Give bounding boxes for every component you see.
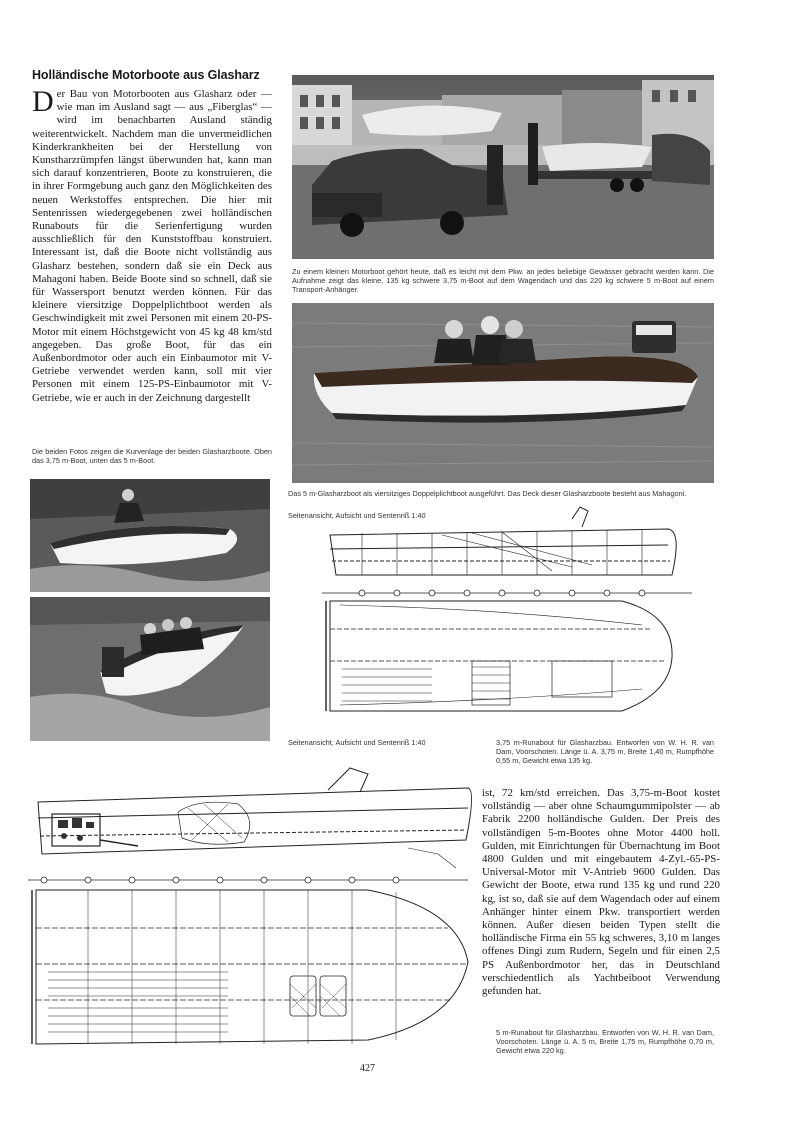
drawing-label-small: Seitenansicht, Aufsicht und Sentenriß 1:40	[288, 511, 426, 520]
caption-left-photos: Die beiden Fotos zeigen die Kurvenlage der beiden Glasharzboote. Oben das 3,75 m-Boot, unten das 5 m-Boot.	[32, 447, 272, 466]
article-body	[32, 88, 272, 438]
caption-car-photo: Zu einem kleinen Motorboot gehört heute, daß es leicht mit dem Pkw. an jedes beliebige Gewässer gebracht werden kann. Die Aufnahme zeigt das kleine, 135 kg schwere 3,75 m-Boot auf dem Wagendach und das 220 kg schwere 5 m-Boot auf einem Transport-Anhänger.	[292, 267, 714, 295]
page-number: 427	[360, 1063, 375, 1074]
caption-big-boat-photo: Das 5 m-Glasharzboot als viersitziges Doppelplichtboot ausgeführt. Das Deck dieser Glasharzboote besteht aus Mahagoni.	[288, 489, 687, 498]
caption-large-runabout: 5 m-Runabout für Glasharzbau. Entworfen von W. H. R. van Dam, Voorschoten. Länge ü. A. 5 m, Breite 1,75 m, Rumpfhöhe 0,70 m, Gewicht etwa 220 kg.	[496, 1028, 714, 1056]
article-body-text: er Bau von Motorbooten aus Glasharz oder — wie man im Ausland sagt — aus „Fiberglas“ — wird im benachbarten Ausland ständig weiterentwickelt. Nachdem man die unvermeidlichen Kinderkrankheiten bei der Herstellung von Kunstharzrümpfen längst überwunden hat, kann man sich darauf konzentrieren, Boote zu konstruieren, die in ihrer Formgebung auch ganz den Möglichkeiten des neuen Werkstoffes entsprechen. Die hier mit Sentenrissen wiedergegebenen zwei holländischen Runabouts für die Serienfertigung wurden ausschließlich für den Kunststoffbau konstruiert. Interessant ist, daß die Boote nicht vollständig aus Glasharz bestehen, sondern daß sie ein Deck aus Mahagoni haben. Beide Boote sind so schnell, daß sie für Wassersport benutzt werden können. Für das kleinere viersitzige Doppelplichtboot werden als Geschwindigkeit mit zwei Personen mit einem 20-PS-Motor mit einem Höchstgewicht von 45 kg 48 km/std angegeben. Das große Boot, für das ein Außenbordmotor oder auch ein Einbaumotor mit V-Getriebe verwendet werden kann, soll mit vier Personen mit einem 125-PS-Einbaumotor mit V-Getriebe, wie er auch in der Zeichnung dargestellt	[32, 88, 272, 404]
photo-small-boat-turning	[30, 479, 270, 592]
drawing-large-runabout	[28, 758, 480, 1054]
article-continuation: ist, 72 km/std erreichen. Das 3,75-m-Boot kostet vollständig — aber ohne Schaumgummipolster — ab Fabrik 2200 holländische Gulden. Der Preis des vollständigen 5-m-Bootes ohne Motor 4400 holl. Gulden, mit Einrichtungen für Übernachtung im Boot 4800 Gulden und mit eingebautem 4-Zyl.-65-PS-Universal-Motor mit V-Antrieb 9600 Gulden. Das Gewicht der Boote, etwa rund 135 kg und rund 220 kg, ist so, daß sie auf dem Wagendach oder auf einem Anhänger hinter einem Pkw. transportiert werden können. Außer diesen beiden Typen stellt die holländische Firma ein 55 kg schweres, 3,10 m langes offenes Dingi zum Rudern, Segeln und für einen 2,5 PS Außenbordmotor her, das in Deutschland verschiedentlich als Yachtbeiboot Verwendung gefunden hat.	[482, 787, 720, 998]
photo-big-boat-turning	[30, 597, 270, 741]
drawing-label-large: Seitenansicht, Aufsicht und Sentenriß 1:40	[288, 738, 426, 747]
drop-cap: D	[32, 88, 54, 118]
photo-five-meter-boat	[292, 303, 714, 483]
caption-small-runabout: 3,75 m-Runabout für Glasharzbau. Entworfen von W. H. R. van Dam, Voorschoten. Länge ü. A. 3,75 m, Breite 1,40 m, Rumpfhöhe 0,55 m, Gewicht etwa 135 kg.	[496, 738, 714, 766]
drawing-small-runabout	[322, 505, 714, 723]
photo-car-with-boats	[292, 75, 714, 259]
article-title: Holländische Motorboote aus Glasharz	[32, 68, 260, 82]
